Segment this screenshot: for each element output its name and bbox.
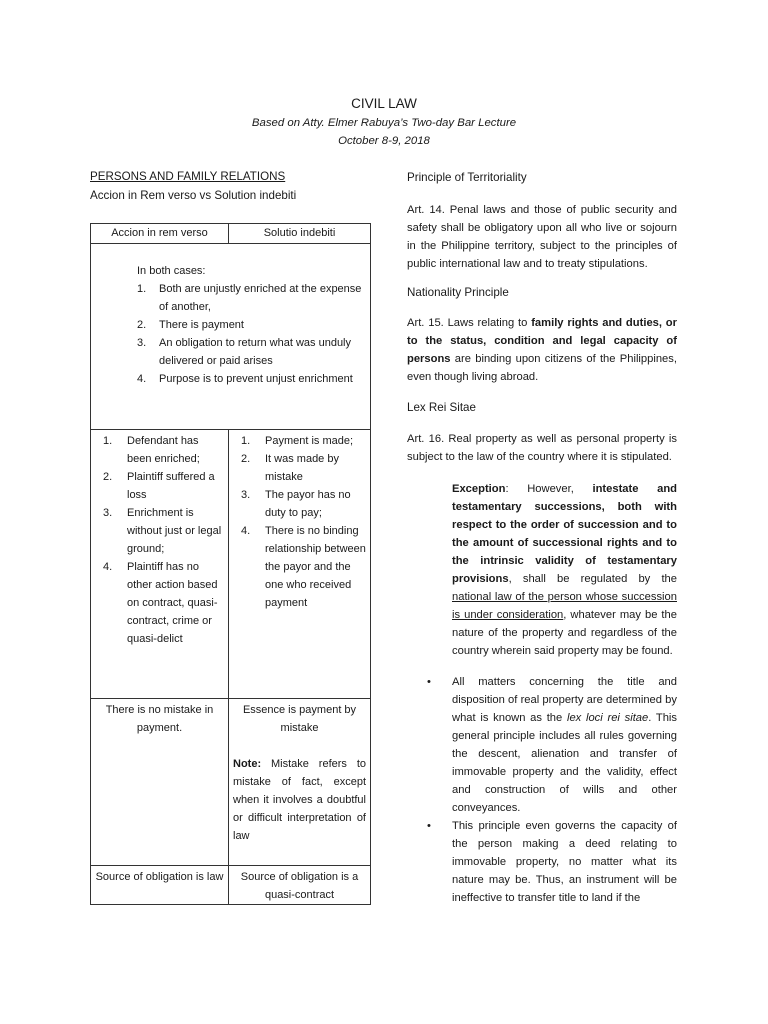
article-15: Art. 15. Laws relating to family rights and duties, or to the status, condition and legal capacity of persons are binding upon citizens of the Philippines, even though living abroad. [407,317,677,383]
accion-elements-cell [91,430,229,699]
list-item: 4. Plaintiff has no other action based on contract, quasi-contract, crime or quasi-delict [103,561,218,645]
header-accion: Accion in rem verso [91,224,229,244]
lex-rei-sitae-bullets [427,673,677,907]
section-title: PERSONS AND FAMILY RELATIONS [90,170,286,183]
list-item: 4. There is no binding relationship between the payor and the one who received payment [241,525,366,609]
document-subtitle: Based on Atty. Elmer Rabuya’s Two-day Bar Lecture [251,117,517,129]
mistake-solutio-cell [229,699,371,866]
document-date: October 8-9, 2018 [338,135,430,147]
similarities-cell [91,244,371,430]
mistake-solutio-text: Essence is payment by mistake [242,704,357,734]
source-accion-cell: Source of obligation is law [91,866,229,905]
list-item: 2. There is payment [137,319,244,331]
bullet-icon: • [427,676,431,688]
document-title: CIVIL LAW [351,96,417,111]
list-item: 4. Purpose is to prevent unjust enrichment [137,373,353,385]
solutio-elements-list [233,432,366,612]
list-item: 1. Payment is made; [241,435,354,447]
list-item: 2. Plaintiff suffered a loss [103,471,215,501]
document-header [0,94,768,150]
mistake-accion-cell: There is no mistake in payment. [91,699,229,866]
table-row-similarities [91,244,371,430]
source-solutio-cell: Source of obligation is a quasi-contract [229,866,371,905]
lex-rei-sitae-heading: Lex Rei Sitae [407,401,476,414]
section-subtitle: Accion in Rem verso vs Solution indebiti [90,189,297,202]
list-item: 1. Both are unjustly enriched at the expense of another, [137,283,362,313]
similarities-list [137,280,366,388]
nationality-heading: Nationality Principle [407,286,509,299]
comparison-table [90,223,371,905]
list-item: 1. Defendant has been enriched; [103,435,200,465]
header-solutio: Solutio indebiti [229,224,371,244]
table-row-elements [91,430,371,699]
table-header-row [91,224,371,244]
list-item: 3. An obligation to return what was unduly delivered or paid arises [137,337,352,367]
list-item: 3. Enrichment is without just or legal ground; [103,507,222,555]
table-row-mistake [91,699,371,866]
exception-label: Exception [452,483,506,495]
bullet-icon: • [427,820,431,832]
note-text: Mistake refers to mistake of fact, except when it involves a doubtful or difficult interpretation of law [233,758,366,842]
exception-paragraph: Exception: However, intestate and testamentary successions, both with respect to the order of succession and to the amount of successional rights and to the intrinsic validity of testamentary provisions, shall be regulated by the national law of the person whose succession is under consideration, whatever may be the nature of the property and regardless of the country wherein said property may be found. [452,483,677,657]
note-label: Note: [233,758,262,770]
article-16: Art. 16. Real property as well as personal property is subject to the law of the country where it is stipulated. [407,433,677,463]
mistake-note [233,755,366,845]
territoriality-heading: Principle of Territoriality [407,171,527,184]
list-item: • This principle even governs the capacity of the person making a deed relating to immovable property, no matter what its nature may be. Thus, an instrument will be ineffective to transfer title to land if the [427,817,677,907]
similarities-intro: In both cases: [137,265,206,277]
solutio-elements-cell [229,430,371,699]
accion-elements-list [95,432,224,648]
article-14: Art. 14. Penal laws and those of public security and safety shall be obligatory upon all who live or sojourn in the Philippine territory, subject to the principles of public international law and to treaty stipulations. [407,204,677,270]
left-column [90,168,370,206]
list-item: 3. The payor has no duty to pay; [241,489,351,519]
list-item: • All matters concerning the title and disposition of real property are determined by what is known as the lex loci rei sitae. This general principle includes all rules governing the descent, alienation and transfer of immovable property and the validity, effect and construction of wills and other conveyances. [427,673,677,817]
list-item: 2. It was made by mistake [241,453,339,483]
table-row-source [91,866,371,905]
right-column [407,168,677,907]
